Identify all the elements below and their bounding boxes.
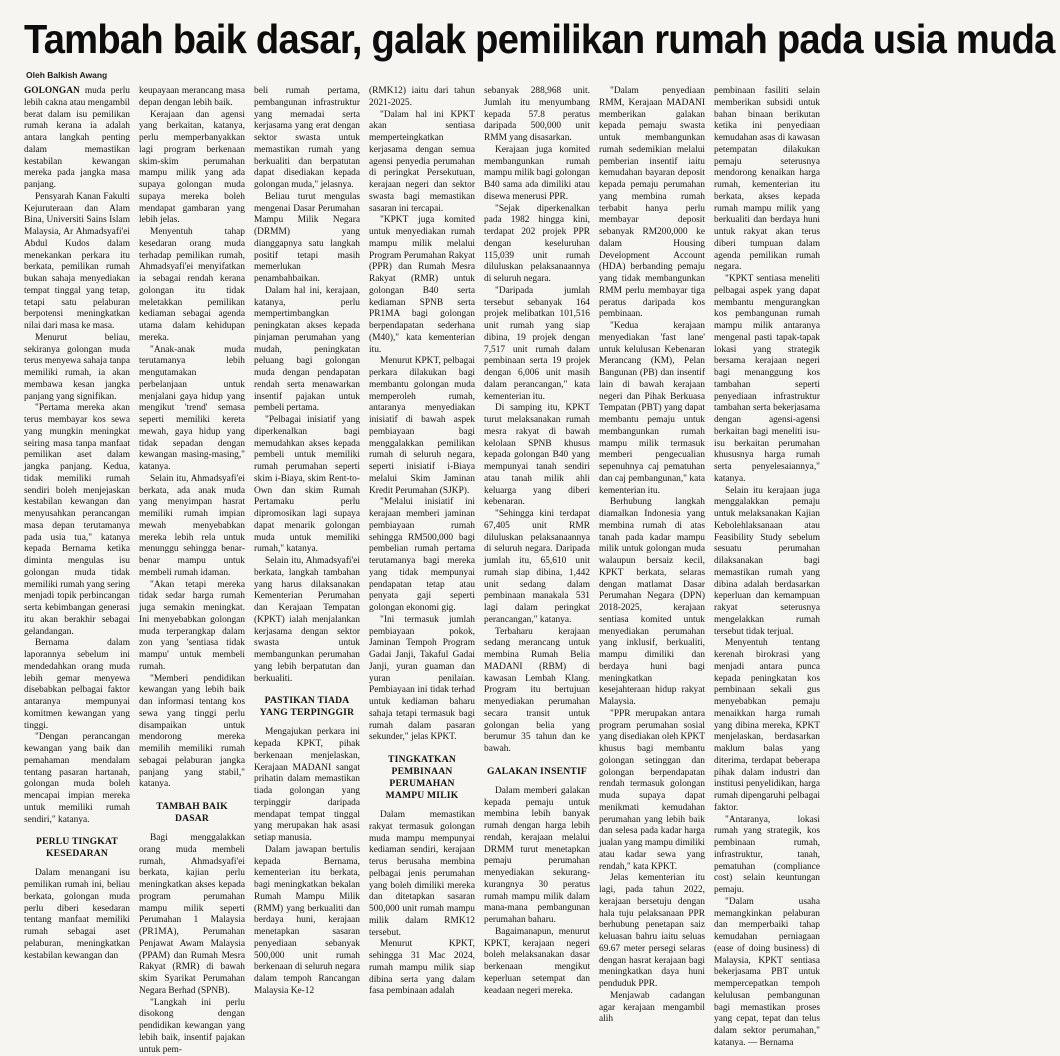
byline: Oleh Balkish Awang [26,70,1038,80]
paragraph: Kerajaan juga komited membangunkan rumah mampu milik bagi golongan B40 sama ada dimiliki atau disewa menerusi PPR. [484,145,590,204]
subheading-line: TINGKATKAN [369,754,475,766]
paragraph: "Dalam hal ini KPKT akan sentiasa memperteingkatkan kerjasama dengan semua agensi penyedia perumahan di peringkat Persekutuan, kerajaan negeri dan sektor swasta bagi memastikan sasaran ini tercapai. [369,110,475,216]
paragraph: "Kedua kerajaan menyediakan 'fast lane' untuk kelulusan Kebenaran Merancang (KM), Pelan Bangunan (PB) dan insentif lain di bawah kerajaan negeri dan Pihak Berkuasa Tempatan (PBT) yang dapat membantu pemaju untuk membangunkan rumah mampu milik termasuk memberi pengecualian sepenuhnya caj pematuhan dan caj pembangunan," kata kementerian itu. [599,321,705,497]
paragraph: Beliau turut mengulas mengenai Dasar Perumahan Mampu Milik Negara (DRMM) yang dianggapnya satu langkah positif tetapi masih memerlukan penambahbaikan. [254,192,360,286]
paragraph: Menjawab cadangan agar kerajaan mengambil alih [599,991,705,1026]
paragraph: "Ini termasuk jumlah pembiayaan pokok, Jaminan Tempoh Program Gadai Janji, Takaful Gadai Janji, yuran guaman dan yuran penilaian. Pembiayaan ini tidak terhad untuk kediaman baharu sahaja tetapi termasuk bagi rumah dalam pasaran sekunder," jelas KPKT. [369,615,475,744]
paragraph: Menyentuh tahap kesedaran orang muda terhadap pemilikan rumah, Ahmadsyafi'ei menyifatkan ia sebagai rendah kerana golongan itu tidak meletakkan pemilikan kediaman sebagai agenda utama dalam kehidupan mereka. [139,227,245,345]
paragraph: Menyentuh tentang kerenah birokrasi yang menjadi antara punca kepada peningkatan kos pembinaan sekali gus menyebabkan pemaju menaikkan harga rumah yang dibina mereka, KPKT menjelaskan, berdasarkan maklum balas yang diterima, terdapat beberapa pihak dalam industri dan institusi penyelidikan, harga rumah dipengaruhi pelbagai faktor. [714,638,820,814]
subheading-line: MAMPU MILIK [369,790,475,802]
paragraph: Berhubung langkah diamalkan Indonesia yang membina rumah di atas tanah pada kadar mampu milik untuk golongan muda walaupun bersaiz kecil, KPKT berkata, selaras dengan matlamat Dasar Perumahan Negara (DPN) 2018-2025, kerajaan sentiasa komited untuk menyediakan perumahan yang inklusif, berkualiti, mampu dimiliki dan berdaya huni bagi meningkatkan kesejahteraan hidup rakyat Malaysia. [599,497,705,709]
article-columns [24,86,1038,926]
paragraph: Dalam jawapan bertulis kepada Bernama, kementerian itu berkata, bagi meningkatkan bekalan Rumah Mampu Milik (RMM) yang berkualiti dan berdaya huni, kerajaan menetapkan sasaran penyediaan sebanyak 500,000 unit rumah berkenaan di seluruh negara dalam tempoh Rancangan Malaysia Ke-12 [254,845,360,998]
paragraph: Kerajaan dan agensi yang berkaitan, katanya, perlu memperbanyakkan lagi program berkenaan skim-skim perumahan mampu milik yang ada supaya golongan muda supaya mereka boleh mendapat gambaran yang lebih jelas. [139,110,245,228]
paragraph: "Sehingga kini terdapat 67,405 unit RMR diluluskan pelaksanaannya di seluruh negara. Daripada jumlah itu, 65,610 unit rumah siap dibina, 1,442 unit sedang dalam pembinaan manakala 531 lagi dalam peringkat perancangan," katanya. [484,509,590,627]
paragraph: "Dengan perancangan kewangan yang baik dan pemahaman mendalam tentang pasaran hartanah, golongan muda boleh mencapai impian mereka untuk memiliki rumah sendiri," katanya. [24,732,130,826]
subheading [139,801,245,825]
column-7 [714,86,820,926]
paragraph: Di samping itu, KPKT turut melaksanakan rumah mesra rakyat di bawah kelolaan SPNB khusus kepada golongan B40 yang mempunyai tanah sendiri atau tanah milik ahli keluarga yang diberi kebenaran. [484,403,590,509]
paragraph: Bagi menggalakkan orang muda membeli rumah, Ahmadsyafi'ei berkata, kajian perlu meningkatkan akses kepada program perumahan mampu milik seperti Perumahan 1 Malaysia (PR1MA), Perumahan Penjawat Awam Malaysia (PPAM) dan Rumah Mesra Rakyat (RMR) di bawah skim Syarikat Perumahan Negara Berhad (SPNB). [139,833,245,998]
paragraph: Selain itu, Ahmadsyafi'ei berkata, ada anak muda yang menyimpan hasrat memiliki rumah impian mewah menyebabkan mereka lebih rela untuk menunggu sehingga benar-benar mampu untuk membeli rumah idaman. [139,474,245,580]
paragraph: Bagaimanapun, menurut KPKT, kerajaan negeri boleh melaksanakan dasar berkenaan mengikut keperluan setempat dan keadaan negeri mereka. [484,927,590,998]
subheading-line: PASTIKAN TIADA [254,695,360,707]
subheading [254,695,360,719]
subheading-line: TAMBAH BAIK DASAR [139,801,245,825]
paragraph: (RMK12) iaitu dari tahun 2021-2025. [369,86,475,110]
paragraph: Menurut KPKT, sehingga 31 Mac 2024, rumah mampu milik siap dibina serta yang dalam fasa pembinaan adalah [369,939,475,998]
lead-word: GOLONGAN [24,86,80,96]
paragraph: Selain itu kerajaan juga menggalakkan pemaju untuk melaksanakan Kajian Kebolehlaksanaan atau Feasibility Study sebelum sesuatu perumahan dilaksanakan bagi memastikan rumah yang dibina adalah berdasarkan keperluan dan kemampuan rakyat seterusnya mengelakkan rumah tersebut tidak terjual. [714,486,820,639]
paragraph: "Dalam penyediaan RMM, Kerajaan MADANI memberikan galakan kepada pemaju swasta untuk membangunkan rumah sedemikian melalui pemberian insentif iaitu kemudahan bayaran deposit kepada pemaju perumahan yang membina rumah terbabit hanya perlu membayar deposit sebanyak RM200,000 ke dalam Housing Development Account (HDA) berbanding pemaju yang tidak membangunkan RMM perlu membayar tiga peratus daripada kos pembinaan. [599,86,705,321]
paragraph: "Dalam usaha memangkinkan pelaburan dan memperbaiki tahap kemudahan perniagaan (ease of doing business) di Malaysia, KPKT sentiasa bekerjasama PBT untuk mempercepatkan tempoh kelulusan pembangunan bagi memastikan proses yang cepat, tepat dan telus dalam sektor perumahan," katanya. — Bernama [714,897,820,1050]
subheading [369,754,475,802]
paragraph: Bernama dalam laporannya sebelum ini mendedahkan orang muda lebih gemar menyewa disebabkan pelbagai faktor antaranya mempunyai komitmen kewangan yang tinggi. [24,638,130,732]
paragraph: Selain itu, Ahmadsyafi'ei berkata, langkah tambahan yang harus dilaksanakan Kementerian Perumahan dan Kerajaan Tempatan (KPKT) ialah menjalankan kerjasama dengan sektor swasta untuk membangunkan perumahan yang lebih berpatutan dan berkualiti. [254,556,360,685]
paragraph: Dalam memberi galakan kepada pemaju untuk membina lebih banyak rumah dengan harga lebih rendah, kerajaan melalui DRMM turut menetapkan pemaju perumahan menyediakan sekurang-kurangnya 30 peratus rumah mampu milik dalam mana-mana pembangunan perumahan baharu. [484,786,590,927]
paragraph: "Sejak diperkenalkan pada 1982 hingga kini, terdapat 202 projek PPR dengan keseluruhan 115,039 unit rumah diluluskan pelaksanaannya di seluruh negara. [484,204,590,286]
paragraph: beli rumah pertama, pembangunan infrastruktur yang memadai serta kerjasama yang erat dengan sektor swasta untuk memastikan rumah yang berkualiti dan berpatutan dapat disediakan kepada golongan muda," jelasnya. [254,86,360,192]
subheading-line: PERUMAHAN [369,778,475,790]
paragraph: Dalam menangani isu pemilikan rumah ini, beliau berkata, golongan muda perlu diberi kesedaran tentang manfaat memiliki rumah sebagai aset pelaburan, meningkatkan kestabilan kewangan dan [24,868,130,962]
subheading-line: PERLU TINGKAT [24,836,130,848]
paragraph: "Akan tetapi mereka tidak sedar harga rumah juga semakin meningkat. Ini menyebabkan golongan muda terperangkap dalam zon yang 'sentiasa tidak mampu' untuk membeli rumah. [139,580,245,674]
paragraph: Menurut KPKT, pelbagai perkara dilakukan bagi membantu golongan muda memperoleh rumah, antaranya menyediakan inisiatif di bawah aspek pembiayaan bagi menggalakkan pemilikan rumah di seluruh negara, seperti inisiatif i-Biaya melalui Skim Jaminan Kredit Perumahan (SJKP). [369,356,475,497]
paragraph: Mengajukan perkara ini kepada KPKT, pihak berkenaan menjelaskan, Kerajaan MADANI sangat prihatin dalam memastikan tiada golongan yang terpinggir daripada mendapat tempat tinggal yang merupakan hak asasi setiap manusia. [254,727,360,845]
paragraph: "Antaranya, lokasi rumah yang strategik, kos pembinaan rumah, infrastruktur, tanah, pematuhan (compliance cost) selain keuntungan pemaju. [714,815,820,897]
paragraph: "Daripada jumlah tersebut sebanyak 164 projek melibatkan 101,516 unit rumah yang siap dibina, 19 projek dengan 7,517 unit rumah dalam pembinaan serta 19 projek dengan 6,006 unit masih dalam perancangan," kata kementerian itu. [484,286,590,404]
lead-paragraph [24,86,130,192]
paragraph: Menurut beliau, sekiranya golongan muda terus menyewa sahaja tanpa memiliki rumah, ia akan membawa kesan jangka panjang yang signifikan. [24,333,130,404]
column-1 [24,86,130,926]
paragraph: "Anak-anak muda terutamanya lebih mengutamakan perbelanjaan untuk menjalani gaya hidup yang mengikut 'trend' semasa seperti memiliki kereta mewah, gaya hidup yang tidak sepadan dengan kewangan masing-masing," katanya. [139,345,245,474]
paragraph: Terbaharu kerajaan sedang merancang untuk membina Rumah Belia MADANI (RBM) di kawasan Lembah Klang. Program itu bertujuan menyediakan perumahan secara transit untuk golongan belia yang berumur 35 tahun dan ke bawah. [484,627,590,756]
paragraph: "Pelbagai inisiatif yang diperkenalkan bagi memudahkan akses kepada pembeli untuk memiliki rumah perumahan seperti skim i-Biaya, skim Rent-to-Own dan skim Rumah Pertamaku perlu dipromosikan lagi supaya dapat menarik golongan muda untuk memiliki rumah," katanya. [254,415,360,556]
paragraph: Dalam memastikan rakyat termasuk golongan muda mampu mempunyai kediaman sendiri, kerajaan terus berusaha membina pelbagai jenis perumahan yang boleh dimiliki mereka dan ditetapkan sasaran 500,000 unit rumah mampu milik dalam RMK12 tersebut. [369,810,475,939]
subheading-line: PEMBINAAN [369,766,475,778]
paragraph: Jelas kementerian itu lagi, pada tahun 2022, kerajaan bersetuju dengan hala tuju pelaksanaan PPR berhubung penetapan saiz keluasan bahru iaitu seluas 69.67 meter persegi selaras dengan hasrat kerajaan bagi meningkatkan daya huni penduduk PPR. [599,873,705,991]
column-5 [484,86,590,926]
paragraph: Pensyarah Kanan Fakulti Kejuruteraan dan Alam Bina, Universiti Sains Islam Malaysia, Ar Ahmadsyafi'ei Abdul Kudos dalam menekankan perkara itu berkata, pemilikan rumah bukan sahaja menyediakan tempat tinggal yang tetap, tetapi satu pelaburan berpotensi meningkatkan nilai dari masa ke masa. [24,192,130,333]
paragraph: "Langkah ini perlu disokong dengan pendidikan kewangan yang lebih baik, insentif pajakan untuk pem- [139,998,245,1056]
subheading-line: GALAKAN INSENTIF [484,766,590,778]
paragraph: "Melalui inisiatif ini kerajaan memberi jaminan pembiayaan rumah sehingga RM500,000 bagi pembelian rumah pertama terutamanya bagi mereka yang tidak mempunyai pendapatan tetap atau penyata gaji seperti golongan ekonomi gig. [369,497,475,615]
column-3 [254,86,360,926]
paragraph: "PPR merupakan antara program perumahan sosial yang disediakan oleh KPKT khusus bagi membantu golongan setinggan dan golongan berpendapatan rendah termasuk golongan muda supaya dapat menikmati kemudahan perumahan yang lebih baik dan selesa pada kadar harga jualan yang mampu dimiliki atau kadar sewa yang rendah," kata KPKT. [599,709,705,874]
paragraph: "Pertama mereka akan terus membayar kos sewa yang mungkin meningkat seiring masa tanpa manfaat pemilikan aset dalam jangka panjang. Kedua, tidak memiliki rumah sendiri boleh menjejaskan kestabilan kewangan dan menyusahkan perancangan masa depan terutamanya pada usia tua," katanya kepada Bernama ketika diminta mengulas isu golongan muda tidak memiliki rumah yang sering menjadi topik perbincangan serta kebimbangan generasi itu akan berakhir sebagai gelandangan. [24,403,130,638]
paragraph: sebanyak 288,968 unit. Jumlah itu menyumbang kepada 57.8 peratus daripada 500,000 unit RMM yang disasarkan. [484,86,590,145]
paragraph: keupayaan merancang masa depan dengan lebih baik. [139,86,245,110]
subheading-line: KESEDARAN [24,848,130,860]
paragraph: "Memberi pendidikan kewangan yang lebih baik dan informasi tentang kos sewa yang tinggi perlu disampaikan untuk mendorong mereka memilih memiliki rumah sebagai pelaburan jangka panjang yang stabil," katanya. [139,674,245,792]
paragraph: Dalam hal ini, kerajaan, katanya, perlu mempertimbangkan peningkatan akses kepada pinjaman perumahan yang mudah, peningkatan peluang bagi golongan muda dengan pendapatan rendah serta menawarkan insentif pajakan untuk pembeli pertama. [254,286,360,415]
column-4 [369,86,475,926]
subheading-line: YANG TERPINGGIR [254,707,360,719]
subheading [484,766,590,778]
lead-text: muda perlu lebih cakna atau mengambil berat dalam isu pemilikan rumah kerana ia adalah antara langkah penting dalam memastikan kestabilan kewangan mereka pada jangka masa panjang. [24,86,130,190]
paragraph: "KPKT juga komited untuk menyediakan rumah mampu milik melalui Program Perumahan Rakyat (PPR) dan Rumah Mesra Rakyat (RMR) untuk golongan B40 serta kediaman SPNB serta PR1MA bagi golongan berpendapatan sederhana (M40)," kata kementerian itu. [369,215,475,356]
column-6 [599,86,705,926]
headline: Tambah baik dasar, galak pemilikan rumah pada usia muda [24,14,967,66]
paragraph: "KPKT sentiasa meneliti pelbagai aspek yang dapat membantu mengurangkan kos pembangunan rumah mampu milik antaranya mengenal pasti tapak-tapak lokasi yang strategik bersama kerajaan negeri bagi menanggung kos tambahan seperti penyediaan infrastruktur tambahan serta bekerjasama dengan agensi-agensi berkaitan bagi meneliti isu-isu berkaitan perumahan khususnya harga rumah serta penyelesaiannya," katanya. [714,274,820,486]
subheading [24,836,130,860]
column-2 [139,86,245,926]
paragraph: pembinaan fasiliti selain memberikan subsidi untuk bahan binaan berikutan ketika ini penyediaan kemudahan asas di kawasan petempatan dilakukan pemaju seterusnya mendorong kenaikan harga rumah, kementerian itu berkata, akses kepada rumah mampu milik yang berkualiti dan berdaya huni untuk rakyat akan terus diberi tumpuan dalam agenda pemilikan rumah negara. [714,86,820,274]
